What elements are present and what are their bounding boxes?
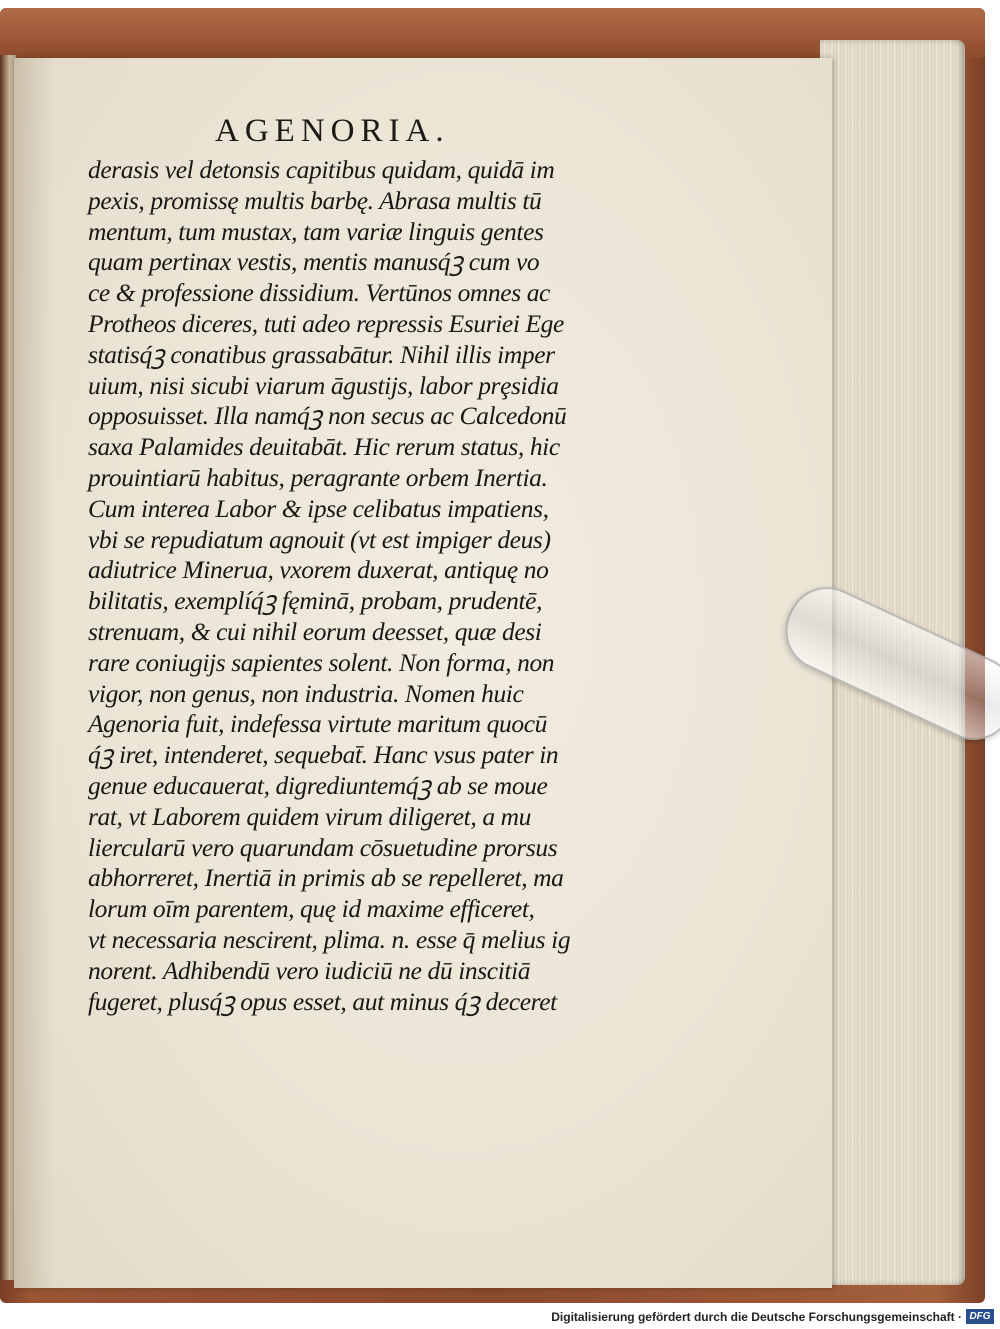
text-line: rat, vt Laborem quidem virum diligeret, a mu <box>88 801 532 831</box>
text-line: derasis vel detonsis capitibus quidam, quidā im <box>88 155 555 184</box>
text-line: vbi se repudiatum agnouit (vt est impiger deus) <box>88 524 551 554</box>
text-line: prouintiarū habitus, peragrante orbem Inertia. <box>88 462 548 492</box>
text-line: bilitatis, exemplíq́ꝫ fęminā, probam, prudentē, <box>88 586 543 616</box>
text-line: vigor, non genus, non industria. Nomen huic <box>88 678 524 708</box>
text-line: Cum interea Labor & ipse celibatus impatiens, <box>88 493 549 523</box>
text-line: quam pertinax vestis, mentis manusq́ꝫ cum vo <box>88 247 540 277</box>
text-line: vt necessaria nescirent, plima. n. esse q̄ melius ig <box>88 924 571 954</box>
text-line: uium, nisi sicubi viarum āgustijs, labor prȩsidia <box>88 370 559 400</box>
text-line: pexis, promissę multis barbę. Abrasa multis tū <box>88 185 542 215</box>
text-line: fugeret, plusq́ꝫ opus esset, aut minus q́ꝫ deceret <box>88 986 557 1016</box>
text-line: liercularū vero quarundam cōsuetudine prorsus <box>88 832 558 862</box>
text-line: norent. Adhibendū vero iudiciū ne dū inscitiā <box>88 955 531 985</box>
text-line: lorum oīm parentem, quę id maxime efficeret, <box>88 894 535 924</box>
text-line: opposuisset. Illa namq́ꝫ non secus ac Calcedonū <box>88 401 567 431</box>
text-line: mentum, tum mustax, tam variæ linguis gentes <box>88 216 544 246</box>
text-line: Protheos diceres, tuti adeo repressis Esuriei Ege <box>88 308 564 338</box>
funding-credit: Digitalisierung gefördert durch die Deutsche Forschungsgemeinschaft · <box>551 1310 962 1324</box>
text-line: saxa Palamides deuitabāt. Hic rerum status, hic <box>88 432 560 462</box>
text-line: genue educauerat, digrediuntemq́ꝫ ab se moue <box>88 770 548 800</box>
dfg-logo-icon[interactable]: DFG <box>966 1309 994 1324</box>
text-line: strenuam, & cui nihil eorum deesset, quæ desi <box>88 616 542 646</box>
body-text <box>88 155 628 1017</box>
text-line: rare coniugijs sapientes solent. Non forma, non <box>88 647 555 677</box>
text-line: q́ꝫ iret, intenderet, sequebat̄. Hanc vsus pater in <box>88 740 559 770</box>
page-heading: AGENORIA. <box>215 113 450 149</box>
text-line: Agenoria fuit, indefessa virtute maritum quocū <box>88 709 547 739</box>
text-line: ce & professione dissidium. Vertūnos omnes ac <box>88 278 550 308</box>
footer-bar <box>0 1306 1000 1329</box>
text-line: abhorreret, Inertiā in primis ab se repelleret, ma <box>88 863 564 893</box>
text-line: statisq́ꝫ conatibus grassabātur. Nihil illis imper <box>88 339 555 369</box>
text-line: adiutrice Minerua, vxorem duxerat, antiquę no <box>88 555 549 585</box>
